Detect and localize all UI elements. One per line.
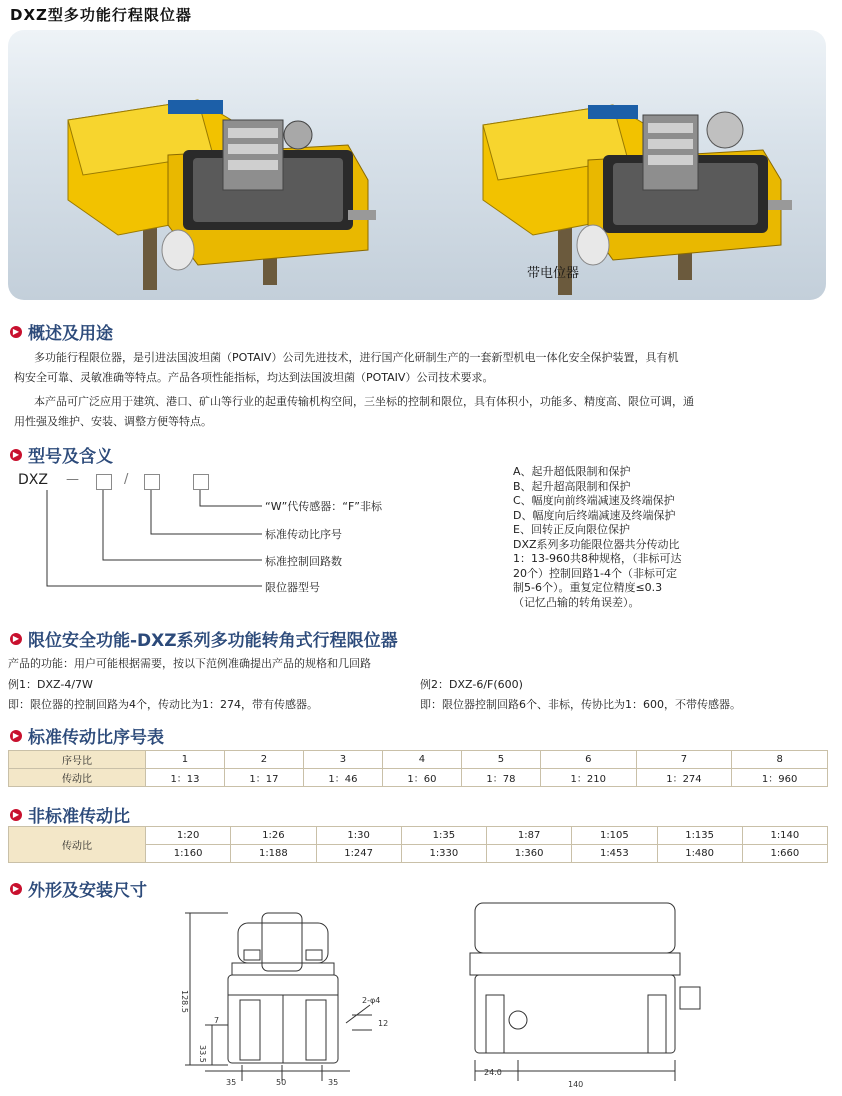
table-cell: 1:453: [572, 845, 657, 863]
table-cell: 5: [461, 751, 540, 769]
table-cell: 1: [146, 751, 225, 769]
note-line: 20个）控制回路1-4个（非标可定: [513, 566, 677, 580]
table-cell: 1:87: [487, 827, 572, 845]
table-cell: 1：13: [146, 769, 225, 787]
table-cell: 1:20: [146, 827, 231, 845]
section-title: 外形及安装尺寸: [28, 881, 147, 901]
section-title: 标准传动比序号表: [28, 728, 164, 748]
section-title: 概述及用途: [28, 324, 113, 344]
table-row: [9, 769, 828, 787]
model-label-sensor: “W”代传感器：“F”非标: [265, 500, 382, 513]
dim-33-5: 33.5: [198, 1045, 207, 1063]
dim-35-right: 35: [328, 1078, 339, 1087]
dim-35-left: 35: [226, 1078, 237, 1087]
table-cell: 3: [303, 751, 382, 769]
section-nonstandard-table-heading: [10, 802, 130, 827]
table-cell: 1:140: [742, 827, 827, 845]
note-line: D、幅度向后终端减速及终端保护: [513, 508, 676, 522]
table-cell: 1：210: [540, 769, 636, 787]
photo-caption: 带电位器: [527, 266, 580, 281]
section-title: 限位安全功能-DXZ系列多功能转角式行程限位器: [28, 631, 398, 651]
table-cell: 1：46: [303, 769, 382, 787]
note-line: （记忆凸输的转角误差）。: [513, 595, 640, 609]
overview-para2-line1: 本产品可广泛应用于建筑、港口、矿山等行业的起重传输机构空间，三坐标的控制和限位，具有体积小，功能多、精度高、限位可调，通: [34, 395, 694, 408]
table-cell: 1:135: [657, 827, 742, 845]
section-bullet-icon: ▶: [10, 449, 22, 461]
model-prefix: DXZ: [18, 472, 48, 488]
note-line: A、起升超低限制和保护: [513, 465, 631, 478]
table-row: [9, 827, 828, 845]
table-cell: 1:480: [657, 845, 742, 863]
note-line: C、幅度向前终端减速及终端保护: [513, 494, 675, 507]
dim-50: 50: [276, 1078, 287, 1087]
table-cell: 7: [636, 751, 732, 769]
note-line: E、回转正反向限位保护: [513, 523, 630, 536]
table-cell: 1：78: [461, 769, 540, 787]
dim-24: 24.0: [484, 1068, 502, 1077]
note-line: 制5-6个）。重复定位精度≤0.3: [513, 581, 663, 594]
nonstandard-ratio-table: [8, 826, 828, 863]
table-cell: 1：274: [636, 769, 732, 787]
note-line: 1：13-960共8种规格，（非标可达: [513, 552, 682, 565]
table-cell: 6: [540, 751, 636, 769]
table-cell: 2: [224, 751, 303, 769]
front-view: [185, 913, 372, 1081]
model-label-circuits: 标准控制回路数: [265, 555, 342, 568]
table-cell: 1:35: [401, 827, 486, 845]
overview-para1-line2: 构安全可靠、灵敏准确等特点。产品各项性能指标，均达到法国波坦菌（POTAIV）公司技术要求。: [14, 371, 494, 384]
section-bullet-icon: ▶: [10, 730, 22, 742]
example1-label: 例1：DXZ-4/7W: [8, 678, 93, 691]
table-cell: 1:660: [742, 845, 827, 863]
model-label-type: 限位器型号: [265, 581, 320, 594]
model-leader-lines: [0, 0, 500, 600]
table-cell: 1:160: [146, 845, 231, 863]
section-standard-table-heading: [10, 723, 164, 748]
table-cell: 8: [732, 751, 828, 769]
table-row: [9, 751, 828, 769]
example2-desc: 即：限位器控制回路6个、非标，传协比为1：600，不带传感器。: [420, 698, 741, 711]
table-cell: 1:330: [401, 845, 486, 863]
page-title: DXZ型多功能行程限位器: [10, 6, 192, 24]
table-header-cell: 传动比: [9, 769, 146, 787]
model-label-ratio: 标准传动比序号: [265, 528, 342, 541]
table-cell: 1:26: [231, 827, 316, 845]
section-bullet-icon: ▶: [10, 883, 22, 895]
example1-desc: 即：限位器的控制回路为4个，传动比为1：274，带有传感器。: [8, 698, 318, 711]
section-title: 非标准传动比: [28, 807, 130, 827]
standard-ratio-table: [8, 750, 828, 787]
table-cell: 1:105: [572, 827, 657, 845]
dim-7: 7: [214, 1016, 220, 1025]
dimension-drawing: [0, 895, 842, 1095]
table-cell: 4: [382, 751, 461, 769]
section-safety-heading: [10, 626, 398, 651]
table-cell: 1：17: [224, 769, 303, 787]
table-cell: 1:30: [316, 827, 401, 845]
table-cell: 1：960: [732, 769, 828, 787]
section-bullet-icon: ▶: [10, 633, 22, 645]
table-header-cell: 序号比: [9, 751, 146, 769]
dim-12: 12: [378, 1019, 389, 1028]
model-notes: [513, 465, 681, 610]
example2-label: 例2：DXZ-6/F(600): [420, 678, 523, 691]
note-line: B、起升超高限制和保护: [513, 479, 631, 493]
overview-para1-line1: 多功能行程限位器，是引进法国波坦菌（POTAIV）公司先进技术，进行国产化研制生产的一套新型机电一体化安全保护装置，具有机: [34, 351, 679, 364]
side-view: [470, 903, 700, 1081]
section-bullet-icon: ▶: [10, 326, 22, 338]
table-cell: 1:188: [231, 845, 316, 863]
overview-para2-line2: 用性强及维护、安装、调整方便等特点。: [14, 415, 212, 428]
safety-intro: 产品的功能：用户可能根据需要，按以下范例准确提出产品的规格和几回路: [8, 657, 371, 670]
note-line: DXZ系列多功能限位器共分传动比: [513, 537, 680, 551]
table-header-cell: 传动比: [9, 827, 146, 863]
table-cell: 1:247: [316, 845, 401, 863]
table-cell: 1：60: [382, 769, 461, 787]
table-cell: 1:360: [487, 845, 572, 863]
section-title: 型号及含义: [28, 447, 113, 467]
dim-height: 128.5: [180, 990, 189, 1013]
model-dash: —: [66, 472, 79, 487]
section-bullet-icon: ▶: [10, 809, 22, 821]
dim-140: 140: [568, 1080, 584, 1089]
dim-holes: 2-φ4: [362, 996, 381, 1005]
model-slash: /: [124, 472, 129, 487]
